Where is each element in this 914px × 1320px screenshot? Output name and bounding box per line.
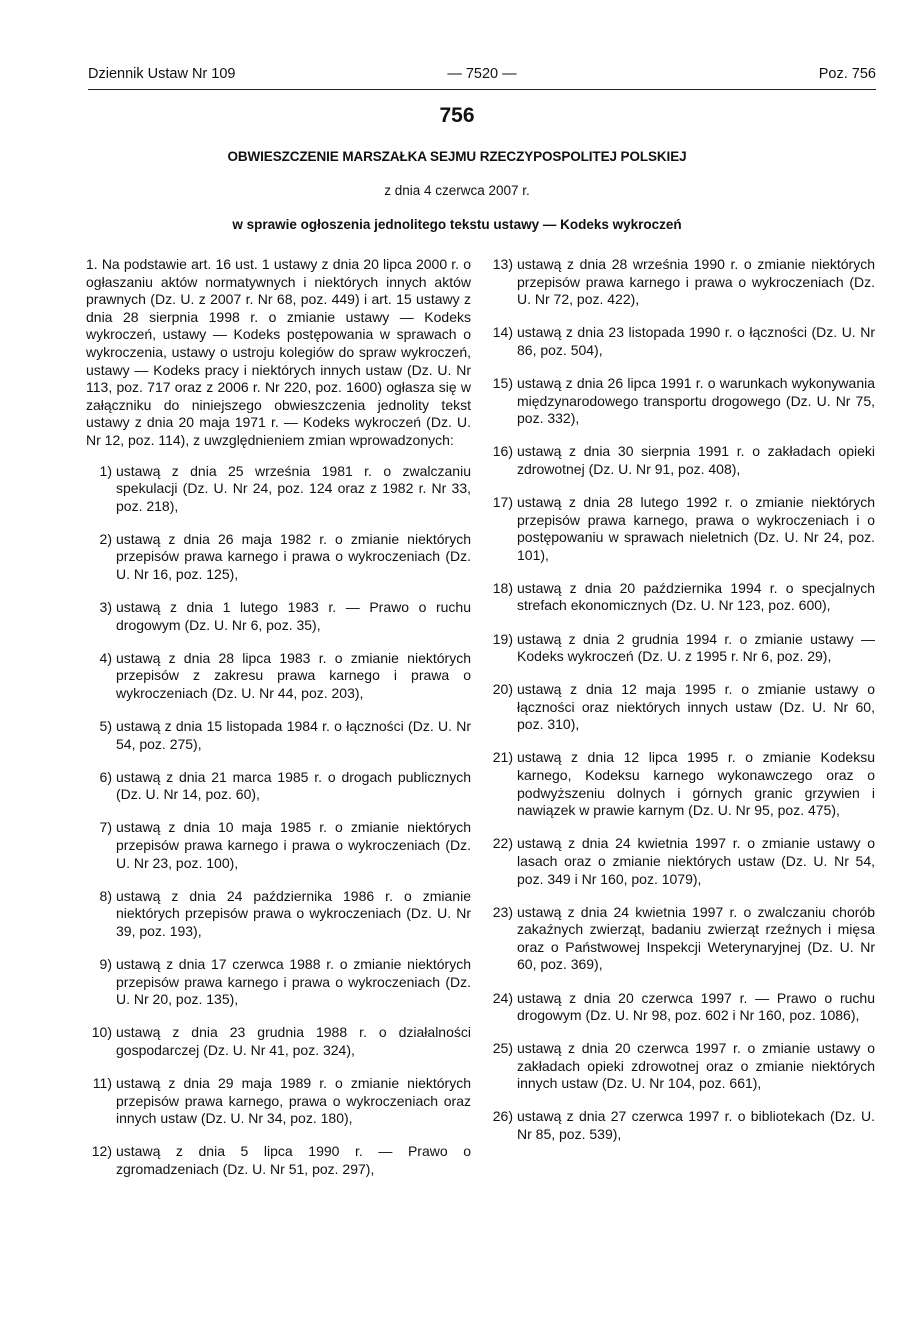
list-item [487,443,875,478]
list-item [487,580,875,615]
list-item-text: ustawą z dnia 17 czerwca 1988 r. o zmianie niektórych przepisów prawa karnego i prawa o wykroczeniach (Dz. U. Nr 20, poz. 135), [116,956,471,1008]
document-subject: w sprawie ogłoszenia jednolitego tekstu ustawy — Kodeks wykroczeń [232,217,682,232]
list-item [86,718,471,753]
list-item [487,904,875,974]
journal-name: Dziennik Ustaw Nr 109 [88,66,236,82]
list-item [487,256,875,309]
list-item [86,650,471,703]
list-item-number: 14) [492,324,513,341]
page-number: — 7520 — [447,66,517,82]
list-item-text: ustawą z dnia 20 czerwca 1997 r. — Prawo o ruchu drogowym (Dz. U. Nr 98, poz. 602 i Nr 160, poz. 1086), [517,989,875,1024]
list-item [86,956,471,1009]
intro-paragraph: 1. Na podstawie art. 16 ust. 1 ustawy z dnia 20 lipca 2000 r. o ogłaszaniu aktów normatywnych i niektórych innych aktów prawnych (Dz. U. z 2007 r. Nr 68, poz. 449) i art. 15 ustawy z dnia 28 sierpnia 1998 r. o zmianie ustawy — Kodeks wykroczeń, ustawy — Kodeks postępowania w sprawach o wykroczenia, ustawy o ustroju kolegiów do spraw wykroczeń, ustawy — Kodeks pracy i niektórych innych ustaw (Dz. U. Nr 113, poz. 717 oraz z 2006 r. Nr 220, poz. 1600) ogłasza się w załączniku do niniejszego obwieszczenia jednolity tekst ustawy z dnia 20 maja 1971 r. — Kodeks wykroczeń (Dz. U. Nr 12, poz. 114), z uwzględnieniem zmian wprowadzonych: [86,256,471,448]
list-item-number: 1) [99,462,112,479]
list-item-text: ustawą z dnia 23 listopada 1990 r. o łączności (Dz. U. Nr 86, poz. 504), [517,324,875,358]
list-item [86,769,471,804]
document-date: z dnia 4 czerwca 2007 r. [384,183,530,198]
list-item-text: ustawą z dnia 27 czerwca 1997 r. o bibliotekach (Dz. U. Nr 85, poz. 539), [517,1108,875,1143]
list-item-number: 8) [99,887,112,904]
list-item-text: ustawą z dnia 24 kwietnia 1997 r. o zwalczaniu chorób zakaźnych zwierząt, badaniu zwierząt rzeźnych i mięsa oraz o Państwowej Inspekcji Weterynaryjnej (Dz. U. Nr 60, poz. 369), [517,903,875,973]
amendment-list-left [86,463,471,1179]
list-item-text: ustawą z dnia 15 listopada 1984 r. o łączności (Dz. U. Nr 54, poz. 275), [116,718,471,752]
list-item [487,631,875,666]
list-item-number: 7) [99,819,112,836]
running-header [88,66,876,88]
list-item-text: ustawą z dnia 28 lutego 1992 r. o zmianie niektórych przepisów prawa karnego, prawa o wykroczeniach i o postępowaniu w sprawach nieletnich (Dz. U. Nr 24, poz. 101), [517,493,875,563]
list-item-number: 16) [492,443,513,460]
list-item-number: 5) [99,718,112,735]
list-item-text: ustawą z dnia 23 grudnia 1988 r. o działalności gospodarczej (Dz. U. Nr 41, poz. 324), [116,1024,471,1058]
document-number: 756 [439,104,475,127]
list-item-number: 24) [492,989,513,1006]
list-item-text: ustawą z dnia 12 maja 1995 r. o zmianie ustawy o łączności oraz niektórych innych ustaw (Dz. U. Nr 60, poz. 310), [517,681,875,733]
position-number: Poz. 756 [818,66,876,82]
list-item-number: 6) [99,768,112,785]
list-item-text: ustawą z dnia 10 maja 1985 r. o zmianie niektórych przepisów prawa karnego i prawa o wykroczeniach (Dz. U. Nr 23, poz. 100), [116,819,471,871]
list-item [86,463,471,516]
list-item [86,819,471,872]
list-item-number: 20) [492,681,513,698]
list-item-text: ustawą z dnia 20 czerwca 1997 r. o zmianie ustawy o zakładach opieki zdrowotnej oraz o zmianie niektórych innych ustaw (Dz. U. Nr 104, poz. 661), [517,1040,875,1092]
list-item-number: 19) [492,630,513,647]
list-item-text: ustawą z dnia 24 kwietnia 1997 r. o zmianie ustawy o lasach oraz o zmianie niektórych ustaw (Dz. U. Nr 54, poz. 349 i Nr 160, poz. 1079), [517,835,875,887]
list-item-number: 4) [99,649,112,666]
list-item-number: 11) [92,1074,112,1091]
list-item-text: ustawą z dnia 24 października 1986 r. o zmianie niektórych przepisów prawa o wykroczeniach (Dz. U. Nr 39, poz. 193), [116,887,471,939]
list-item [487,1108,875,1143]
list-item [487,375,875,428]
list-item-text: ustawą z dnia 21 marca 1985 r. o drogach publicznych (Dz. U. Nr 14, poz. 60), [116,768,471,803]
list-item [487,324,875,359]
list-item-number: 26) [492,1108,513,1125]
list-item-number: 12) [91,1143,112,1160]
list-item-number: 18) [492,579,513,596]
header-rule [88,89,876,90]
list-item-number: 15) [492,374,513,391]
list-item-number: 25) [492,1040,513,1057]
list-item-text: ustawą z dnia 5 lipca 1990 r. — Prawo o zgromadzeniach (Dz. U. Nr 51, poz. 297), [116,1143,471,1177]
list-item-text: ustawą z dnia 20 października 1994 r. o specjalnych strefach ekonomicznych (Dz. U. Nr 123, poz. 600), [517,579,875,614]
list-item-number: 10) [91,1024,112,1041]
list-item-text: ustawą z dnia 1 lutego 1983 r. — Prawo o ruchu drogowym (Dz. U. Nr 6, poz. 35), [116,599,471,633]
list-item-text: ustawą z dnia 30 sierpnia 1991 r. o zakładach opieki zdrowotnej (Dz. U. Nr 91, poz. 408), [517,443,875,477]
list-item-number: 22) [492,835,513,852]
list-item [86,888,471,941]
list-item-number: 17) [492,493,513,510]
list-item-number: 3) [99,599,112,616]
list-item-text: ustawą z dnia 26 lipca 1991 r. o warunkach wykonywania międzynarodowego transportu drogowego (Dz. U. Nr 75, poz. 332), [517,374,875,427]
list-item-number: 13) [492,256,513,272]
list-item [86,1024,471,1059]
list-item-text: ustawą z dnia 25 września 1981 r. o zwalczaniu spekulacji (Dz. U. Nr 24, poz. 124 oraz z 1982 r. Nr 33, poz. 218), [116,462,471,514]
list-item [487,1040,875,1093]
list-item-number: 23) [492,903,513,920]
list-item [86,1143,471,1178]
list-item [487,835,875,888]
list-item-text: ustawą z dnia 28 września 1990 r. o zmianie niektórych przepisów prawa karnego i prawa o wykroczeniach (Dz. U. Nr 72, poz. 422), [517,256,875,308]
amendment-list-right [487,256,875,1144]
list-item [487,990,875,1025]
list-item-number: 21) [492,749,513,766]
list-item-number: 9) [99,956,112,972]
list-item [487,494,875,564]
list-item-text: ustawą z dnia 2 grudnia 1994 r. o zmianie ustawy — Kodeks wykroczeń (Dz. U. z 1995 r. Nr 6, poz. 29), [517,630,875,665]
list-item [86,1075,471,1128]
left-column [86,256,471,1194]
list-item [487,681,875,734]
list-item-text: ustawą z dnia 26 maja 1982 r. o zmianie niektórych przepisów prawa karnego i prawa o wykroczeniach (Dz. U. Nr 16, poz. 125), [116,530,471,582]
list-item-text: ustawą z dnia 28 lipca 1983 r. o zmianie niektórych przepisów z zakresu prawa karnego i prawa o wykroczeniach (Dz. U. Nr 44, poz. 203), [116,649,471,701]
list-item [86,599,471,634]
list-item-text: ustawą z dnia 29 maja 1989 r. o zmianie niektórych przepisów prawa karnego, prawa o wykroczeniach oraz innych ustaw (Dz. U. Nr 34, poz. 180), [116,1074,471,1127]
list-item-text: ustawą z dnia 12 lipca 1995 r. o zmianie Kodeksu karnego, Kodeksu karnego wykonawczego oraz o podwyższeniu dolnych i górnych granic grzywien i nawiązek w prawie karnym (Dz. U. Nr 95, poz. 475), [517,749,875,819]
list-item [86,531,471,584]
list-item [487,749,875,819]
right-column [487,256,875,1159]
list-item-number: 2) [99,530,112,547]
document-title: OBWIESZCZENIE MARSZAŁKA SEJMU RZECZYPOSPOLITEJ POLSKIEJ [227,149,687,164]
